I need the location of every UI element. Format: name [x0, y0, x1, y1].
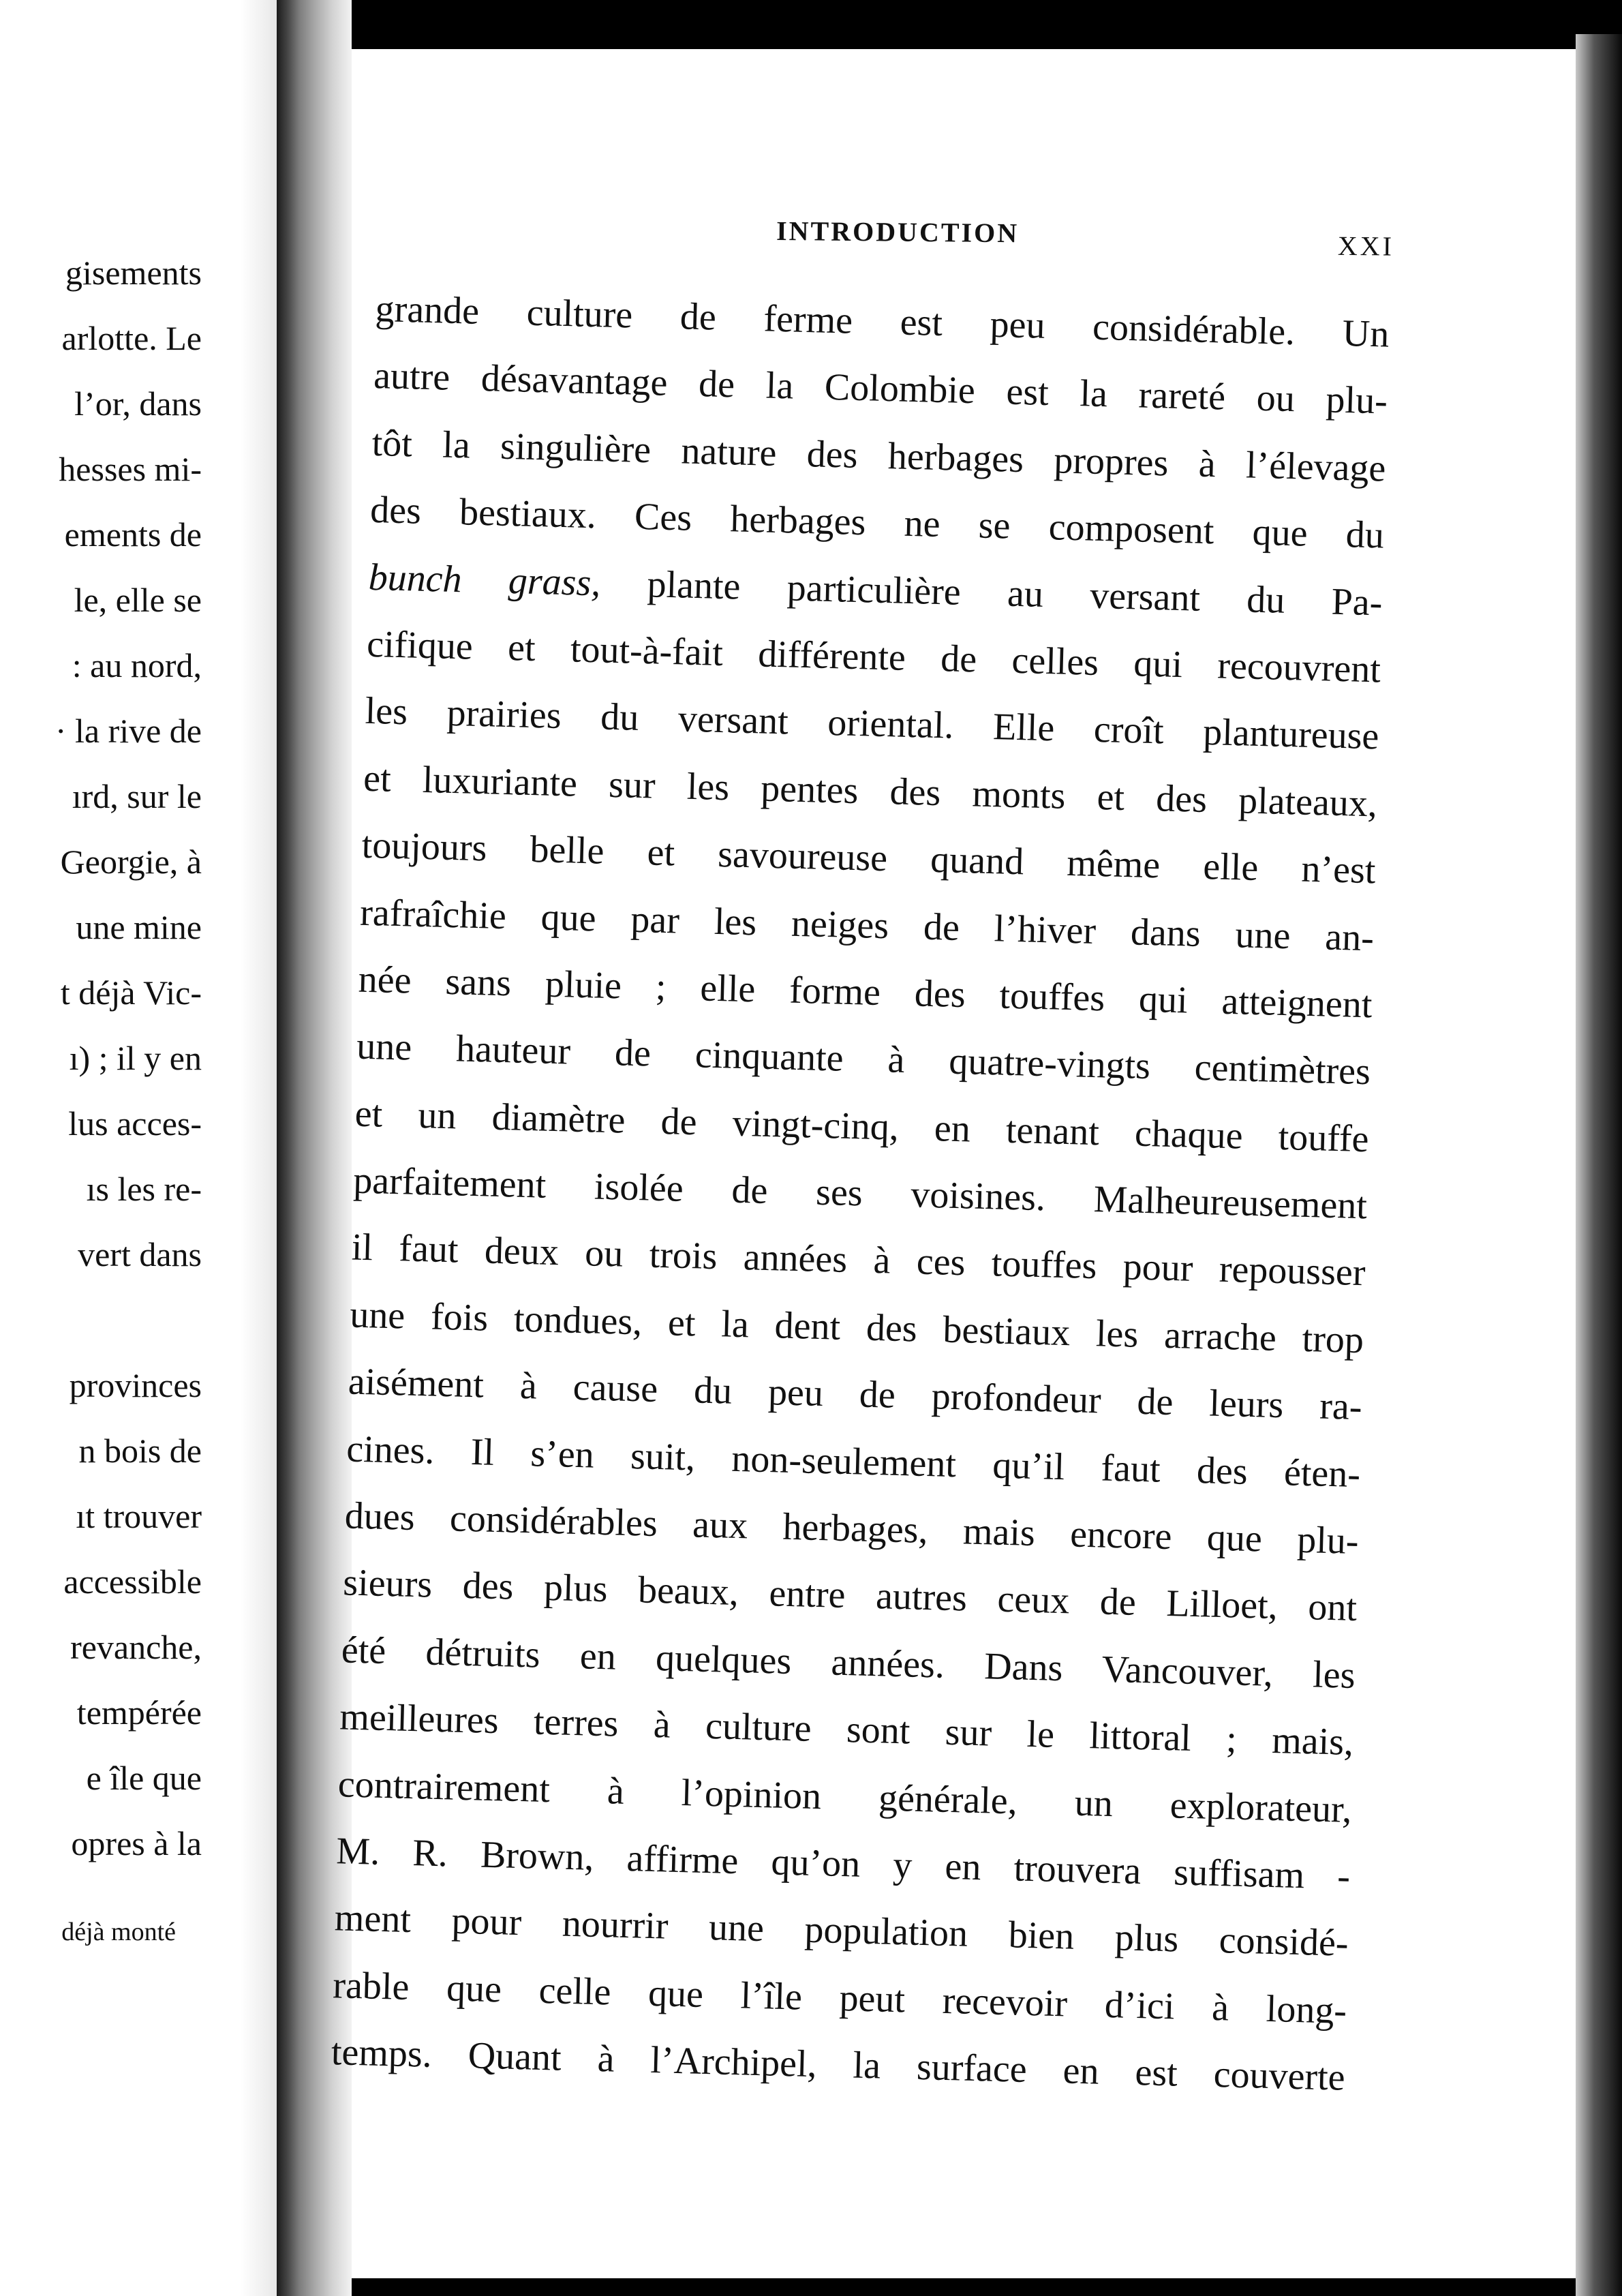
left-line: gisements [65, 254, 202, 292]
text-line: et un diamètre de vingt-cinq, en tenant chaque touffe [354, 1092, 1370, 1160]
text-line: parfaitement isolée de ses voisines. Malheureusement [352, 1159, 1368, 1228]
running-head-title: INTRODUCTION [776, 215, 1020, 249]
left-line: ıs les re- [86, 1170, 202, 1208]
text-line: tôt la singulière nature des herbages propres à l’élevage [371, 421, 1387, 490]
left-line: arlotte. Le [61, 319, 202, 357]
left-line: ıt trouver [76, 1497, 202, 1535]
left-line: revanche, [70, 1628, 202, 1666]
text-line: une hauteur de cinquante à quatre-vingts centimètres [356, 1025, 1371, 1093]
left-footnote: déjà monté [61, 1918, 176, 1946]
left-page-text [55, 240, 202, 1876]
paragraph-gap [55, 1287, 202, 1353]
body-text [331, 275, 1390, 2111]
text-line: dues considérables aux herbages, mais encore que plu- [344, 1494, 1360, 1563]
left-line: t déjà Vic- [60, 973, 202, 1012]
left-line: ements de [64, 515, 202, 554]
text-line: meilleures terres à culture sont sur le littoral ; mais, [339, 1695, 1354, 1764]
left-line: lus acces- [68, 1104, 202, 1143]
left-line: provinces [69, 1366, 202, 1404]
italic-term: bunch grass, [368, 556, 602, 605]
left-line: accessible [63, 1562, 202, 1601]
text-line: des bestiaux. Ces herbages ne se composent que du [369, 489, 1385, 557]
text-line: sieurs des plus beaux, entre autres ceux de Lilloet, ont [342, 1561, 1358, 1630]
text-line: temps. Quant à l’Archipel, la surface en est couverte [331, 2031, 1346, 2099]
text-line: rable que celle que l’île peut recevoir d’ici à long- [332, 1963, 1347, 2032]
left-line: vert dans [78, 1235, 202, 1273]
text-line: née sans pluie ; elle forme des touffes qui atteignent [358, 958, 1373, 1027]
page-curl-shadow [240, 0, 281, 2296]
text-line: et luxuriante sur les pentes des monts et des plateaux, [363, 757, 1378, 826]
text-line: aisément à cause du peu de profondeur de leurs ra- [348, 1360, 1363, 1429]
text-line: cifique et tout-à-fait différente de celles qui recouvrent [366, 622, 1381, 691]
text-line: rafraîchie que par les neiges de l’hiver dans une an- [359, 891, 1375, 959]
left-line: une mine [76, 908, 202, 946]
left-line: n bois de [78, 1432, 202, 1470]
left-line: : au nord, [72, 646, 202, 684]
text-line: ment pour nourrir une population bien plus considé- [334, 1897, 1349, 1965]
text-line: toujours belle et savoureuse quand même elle n’est [361, 824, 1377, 892]
left-line: opres à la [71, 1824, 202, 1862]
running-head [425, 164, 1407, 262]
left-line: Georgie, à [60, 843, 202, 881]
left-page [0, 0, 277, 2296]
text-line: autre désavantage de la Colombie est la rareté ou plu- [373, 354, 1388, 423]
left-line: tempérée [76, 1693, 202, 1732]
text-line: les prairies du versant oriental. Elle croît plantureuse [365, 690, 1380, 758]
left-line: · la rive de [55, 712, 202, 750]
text-line: été détruits en quelques années. Dans Vancouver, les [341, 1629, 1356, 1697]
text-line: contrairement à l’opinion générale, un explorateur, [337, 1762, 1353, 1831]
left-line: hesses mi- [59, 450, 202, 488]
page-edge-shadow [1576, 34, 1622, 2296]
left-line: ı) ; il y en [69, 1039, 202, 1077]
text-line: M. R. Brown, affirme qu’on y en trouvera suffisam - [335, 1830, 1351, 1898]
text-line: il faut deux ou trois années à ces touffes pour repousser [351, 1226, 1366, 1295]
left-line: l’or, dans [74, 384, 202, 423]
text-line-rest: plante particulière au versant du Pa- [600, 562, 1383, 624]
text-line: grande culture de ferme est peu considérable. Un [374, 287, 1390, 356]
left-line: ırd, sur le [72, 777, 202, 815]
left-line: le, elle se [74, 581, 202, 619]
text-line: une fois tondues, et la dent des bestiaux les arrache trop [349, 1293, 1364, 1362]
text-line: cines. Il s’en suit, non-seulement qu’il faut des éten- [346, 1428, 1361, 1496]
left-line: e île que [86, 1759, 202, 1797]
page-number: XXI [1337, 230, 1395, 262]
